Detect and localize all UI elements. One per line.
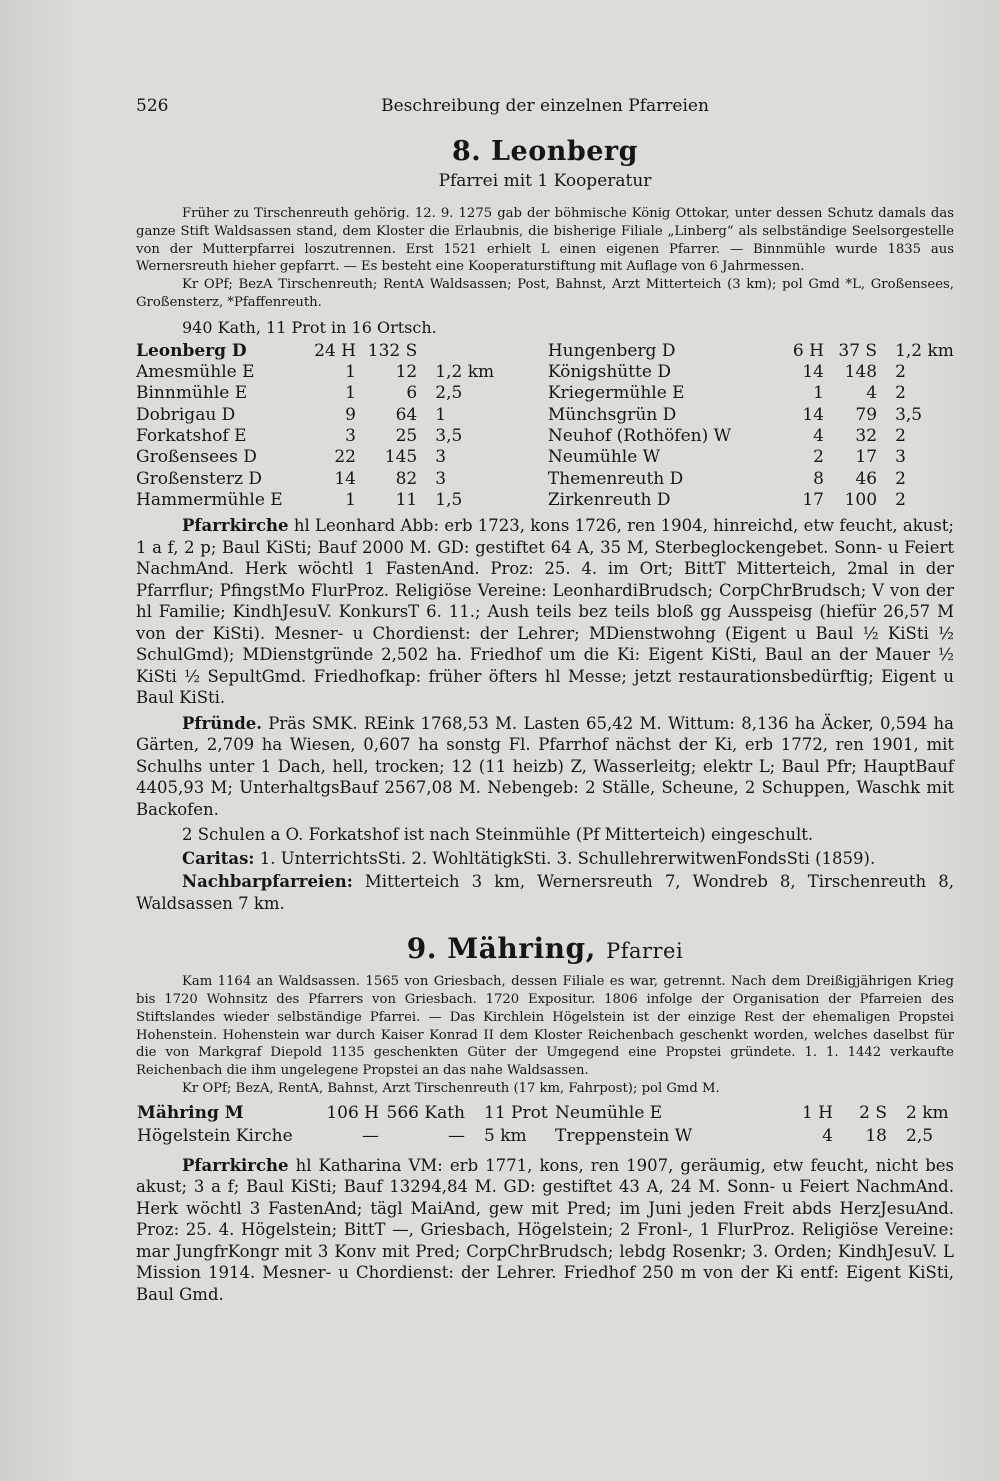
- maehring-place-cell: 2 km: [906, 1102, 949, 1123]
- pfruende-text: Präs SMK. REink 1768,53 M. Lasten 65,42 M. Wittum: 8,136 ha Äcker, 0,594 ha Gärten, 2,709 ha Wiesen, 0,607 ha sonstg Fl. Pfarrhof nächst der Ki, erb 1772, ren 1901, mit Schulhs unter 1 Dach, hell, trocken; 12 (11 heizb) Z, Wasserleitg; elektr L; Baul Pfr; HauptBauf 4405,93 M; UnterhaltgsBauf 2567,08 M. Nebengeb: 2 Ställe, Scheune, 2 Schuppen, Waschk mit Backofen.: [136, 713, 954, 819]
- leonberg-place-cell: 132 S: [367, 340, 418, 361]
- admin-leonberg: Kr OPf; BezA Tirschenreuth; RentA Waldsassen; Post, Bahnst, Arzt Mitterteich (3 km); pol Gmd *L, Großensees, Großensterz, *Pfaffenreuth.: [136, 277, 954, 310]
- maehring-place-cell: Mähring M: [137, 1102, 244, 1123]
- leonberg-place-cell: [417, 341, 548, 362]
- maehring-place-cell: 18: [865, 1126, 887, 1147]
- pfarrkirche-leonberg: [136, 515, 954, 709]
- maehring-place-cell: 11 Prot: [484, 1102, 548, 1123]
- pfarrkirche-text-maehring: hl Katharina VM: erb 1771, kons, ren 1907, geräumig, etw feucht, nicht bes akust; 3 a f; Baul KiSti; Bauf 13294,84 M. GD: gestiftet 43 A, 24 M. Sonn- u Feiert NachmAnd. Herk wöchtl 3 FastenAnd; tägl MaiAnd, gew mit Pred; im Juni jeden Freit abds HerzJesuAnd. Proz: 25. 4. Högelstein; BittT —, Griesbach, Högelstein; 2 Fronl-, 1 FlurProz. Religiöse Vereine: mar JungfrKongr mit 3 Konv mit Pred; CorpChrBrudsch; lebdg Rosenkr; 3. Orden; KindhJesuV. L Mission 1914. Mesner- u Chordienst: der Lehrer. Friedhof 250 m von der Ki entf: Eigent KiSti, Baul Gmd.: [136, 1155, 955, 1304]
- pfarrkirche-label-maehring: Pfarrkirche: [182, 1155, 289, 1175]
- leonberg-place-cell: 22: [334, 447, 356, 468]
- leonberg-place-cell: Hammermühle E: [136, 489, 283, 510]
- leonberg-place-cell: 1: [345, 489, 356, 510]
- leonberg-place-cell: 17: [802, 489, 824, 510]
- leonberg-place-cell: 145: [384, 447, 418, 468]
- admin-maehring: Kr OPf; BezA, RentA, Bahnst, Arzt Tirschenreuth (17 km, Fahrpost); pol Gmd M.: [182, 1080, 720, 1096]
- leonberg-place-cell: 1,5: [435, 489, 463, 510]
- leonberg-place-cell: 14: [802, 362, 824, 383]
- leonberg-place-cell: Großensterz D: [136, 468, 263, 489]
- leonberg-place-cell: 4: [866, 383, 878, 404]
- places-table-maehring: [136, 1102, 954, 1149]
- leonberg-place-row: [136, 383, 954, 404]
- leonberg-place-cell: 6 H: [792, 340, 824, 361]
- running-title: Beschreibung der einzelnen Pfarreien: [381, 96, 709, 116]
- pfarrkirche-label: Pfarrkirche: [182, 516, 289, 536]
- leonberg-place-cell: 14: [802, 404, 824, 425]
- leonberg-place-cell: 3: [435, 447, 447, 468]
- leonberg-place-cell: 2,5: [435, 383, 463, 404]
- maehring-place-cell: Högelstein Kirche: [137, 1126, 293, 1147]
- leonberg-place-cell: Zirkenreuth D: [547, 489, 671, 510]
- section-title-maehring-suffix: Pfarrei: [606, 939, 684, 964]
- maehring-place-cell: 5 km: [484, 1126, 527, 1147]
- leonberg-place-cell: 2: [895, 489, 906, 510]
- history-maehring: Kam 1164 an Waldsassen. 1565 von Griesbach, dessen Filiale es war, getrennt. Nach dem Dreißigjährigen Krieg bis 1720 Wohnsitz des Pfarrers von Griesbach. 1720 Expositur. 1806 infolge der Organisation der Pfarreien des Stiftslandes wieder selbständige Pfarrei. — Das Kirchlein Högelstein ist der einzige Rest der ehemaligen Propstei Hohenstein. Hohenstein war durch Kaiser Konrad II dem Kloster Reichenbach geschenkt worden, welches daselbst für die von Markgraf Diepold 1135 geschenkten Güter der Umgegend eine Propstei gründete. 1. 1. 1442 verkaufte Reichenbach die ihm ungelegene Propstei an das nahe Waldsassen.: [136, 974, 954, 1079]
- caritas-text: 1. UnterrichtsSti. 2. WohltätigkSti. 3. SchullehrerwitwenFondsSti (1859).: [259, 848, 876, 868]
- leonberg-place-cell: 24 H: [314, 340, 356, 361]
- leonberg-place-cell: 12: [395, 362, 418, 383]
- leonberg-place-cell: 1: [345, 362, 356, 383]
- maehring-place-cell: Neumühle E: [555, 1102, 663, 1123]
- leonberg-place-cell: 25: [395, 425, 418, 446]
- leonberg-place-cell: Hungenberg D: [547, 340, 676, 361]
- nachbar-leonberg: [136, 871, 954, 914]
- leonberg-place-cell: 6: [406, 383, 418, 404]
- leonberg-place-cell: 148: [844, 362, 878, 383]
- running-head: [136, 96, 954, 122]
- leonberg-place-cell: 64: [395, 404, 418, 425]
- maehring-place-cell: 2 S: [859, 1102, 887, 1123]
- leonberg-place-cell: Kriegermühle E: [547, 383, 685, 404]
- leonberg-place-cell: 3,5: [435, 425, 463, 446]
- leonberg-place-cell: 1: [345, 383, 356, 404]
- leonberg-place-cell: 4: [813, 425, 824, 446]
- maehring-place-cell: Treppenstein W: [555, 1126, 693, 1147]
- section-title-maehring: [136, 932, 954, 965]
- pfruende-leonberg: [136, 713, 954, 821]
- leonberg-place-cell: Binnmühle E: [136, 383, 248, 404]
- leonberg-place-cell: 46: [855, 468, 878, 489]
- leonberg-place-cell: Forkatshof E: [136, 425, 247, 446]
- leonberg-place-cell: Themenreuth D: [547, 468, 684, 489]
- leonberg-place-row: [136, 469, 954, 490]
- nachbar-text: Mitterteich 3 km, Wernersreuth 7, Wondreb 8, Tirschenreuth 8, Waldsassen 7 km.: [136, 872, 954, 913]
- schulen-leonberg: 2 Schulen a O. Forkatshof ist nach Steinmühle (Pf Mitterteich) eingeschult.: [182, 825, 814, 845]
- leonberg-place-cell: 2: [813, 447, 824, 468]
- leonberg-place-cell: 100: [844, 489, 878, 510]
- maehring-place-cell: 106 H: [326, 1102, 379, 1123]
- maehring-place-row: [136, 1102, 954, 1126]
- leonberg-place-cell: Neuhof (Rothöfen) W: [547, 425, 732, 446]
- leonberg-place-cell: 8: [813, 468, 824, 489]
- leonberg-place-cell: Amesmühle E: [136, 362, 255, 383]
- leonberg-place-cell: 37 S: [838, 340, 878, 361]
- leonberg-place-cell: 1,2 km: [435, 362, 495, 383]
- leonberg-place-row: [136, 362, 954, 383]
- leonberg-place-cell: 14: [334, 468, 356, 489]
- leonberg-place-cell: Königshütte D: [547, 362, 671, 383]
- history-leonberg: Früher zu Tirschenreuth gehörig. 12. 9. 1275 gab der böhmische König Ottokar, unter dessen Schutz damals das ganze Stift Waldsassen stand, dem Kloster die Erlaubnis, die bisherige Filiale „Linberg“ als selbständige Seelsorgestelle von der Mutterpfarrei loszutrennen. Erst 1521 erhielt L einen eigenen Pfarrer. — Binnmühle wurde 1835 aus Wernersreuth hieher gepfarrt. — Es besteht eine Kooperaturstiftung mit Auflage von 6 Jahrmessen.: [136, 206, 954, 275]
- pfarrkirche-maehring: [136, 1155, 954, 1306]
- nachbar-label: Nachbarpfarreien:: [182, 872, 353, 892]
- leonberg-place-row: [136, 341, 954, 362]
- leonberg-place-cell: 17: [855, 447, 878, 468]
- maehring-place-row: [136, 1125, 954, 1149]
- leonberg-place-cell: Großensees D: [136, 447, 257, 468]
- leonberg-place-cell: Neumühle W: [547, 447, 661, 468]
- page-number: 526: [136, 96, 169, 116]
- leonberg-place-cell: 3: [895, 447, 906, 468]
- leonberg-place-cell: 2: [895, 362, 906, 383]
- leonberg-place-cell: 3: [435, 468, 447, 489]
- places-table-leonberg: [136, 341, 954, 511]
- leonberg-place-cell: Dobrigau D: [136, 404, 236, 425]
- maehring-place-cell: 4: [822, 1126, 833, 1147]
- leonberg-place-row: [136, 405, 954, 426]
- leonberg-place-cell: 3,5: [895, 404, 923, 425]
- section-subtitle-leonberg: Pfarrei mit 1 Kooperatur: [438, 171, 652, 191]
- leonberg-place-cell: 9: [345, 404, 356, 425]
- leonberg-place-cell: 11: [395, 489, 418, 510]
- leonberg-place-cell: 2: [895, 383, 906, 404]
- caritas-label: Caritas:: [182, 848, 255, 868]
- leonberg-place-cell: 3: [345, 425, 356, 446]
- leonberg-place-row: [136, 447, 954, 468]
- pfarrkirche-text: hl Leonhard Abb: erb 1723, kons 1726, ren 1904, hinreichd, etw feucht, akust; 1 a f, 2 p; Baul KiSti; Bauf 2000 M. GD: gestiftet 64 A, 35 M, Sterbeglockengebet. Sonn- u Feiert NachmAnd. Herk wöchtl 1 FastenAnd. Proz: 25. 4. im Ort; BittT Mitterteich, 2mal in der Pfarrflur; PfingstMo FlurProz. Religiöse Vereine: LeonhardiBrudsch; CorpChrBrudsch; V von der hl Familie; KindhJesuV. KonkursT 6. 11.; Aush teils bez teils bloß gg Ausspeisg (hiefür 26,57 M von der KiSti). Mesner- u Chordienst: der Lehrer; MDienstwohng (Eigent u Baul ½ KiSti ½ SchulGmd); MDienstgründe 2,502 ha. Friedhof um die Ki: Eigent KiSti, Baul an der Mauer ½ KiSti ½ SepultGmd. Friedhofkap: früher öfters hl Messe; jetzt restaurationsbedürftig; Eigent u Baul KiSti.: [136, 516, 954, 708]
- leonberg-place-cell: 82: [395, 468, 418, 489]
- leonberg-place-cell: Leonberg D: [136, 340, 247, 361]
- section-title-maehring-main: 9. Mähring,: [406, 932, 596, 966]
- maehring-place-cell: 566 Kath: [386, 1102, 465, 1123]
- leonberg-place-cell: 1,2 km: [895, 340, 954, 361]
- leonberg-place-cell: 79: [855, 404, 878, 425]
- caritas-leonberg: [136, 848, 954, 870]
- population-leonberg: 940 Kath, 11 Prot in 16 Ortsch.: [182, 317, 437, 337]
- maehring-place-cell: —: [448, 1126, 465, 1147]
- leonberg-place-row: [136, 426, 954, 447]
- section-title-leonberg: 8. Leonberg: [451, 136, 639, 167]
- leonberg-place-cell: 1: [813, 383, 824, 404]
- maehring-place-cell: 1 H: [801, 1102, 833, 1123]
- maehring-place-cell: —: [362, 1126, 379, 1147]
- pfruende-label: Pfründe.: [182, 713, 262, 733]
- leonberg-place-row: [136, 490, 954, 511]
- leonberg-place-cell: 1: [435, 404, 447, 425]
- leonberg-place-cell: 2: [895, 425, 906, 446]
- leonberg-place-cell: Münchsgrün D: [547, 404, 677, 425]
- leonberg-place-cell: 32: [855, 425, 878, 446]
- leonberg-place-cell: 2: [895, 468, 906, 489]
- maehring-place-cell: 2,5: [906, 1126, 934, 1147]
